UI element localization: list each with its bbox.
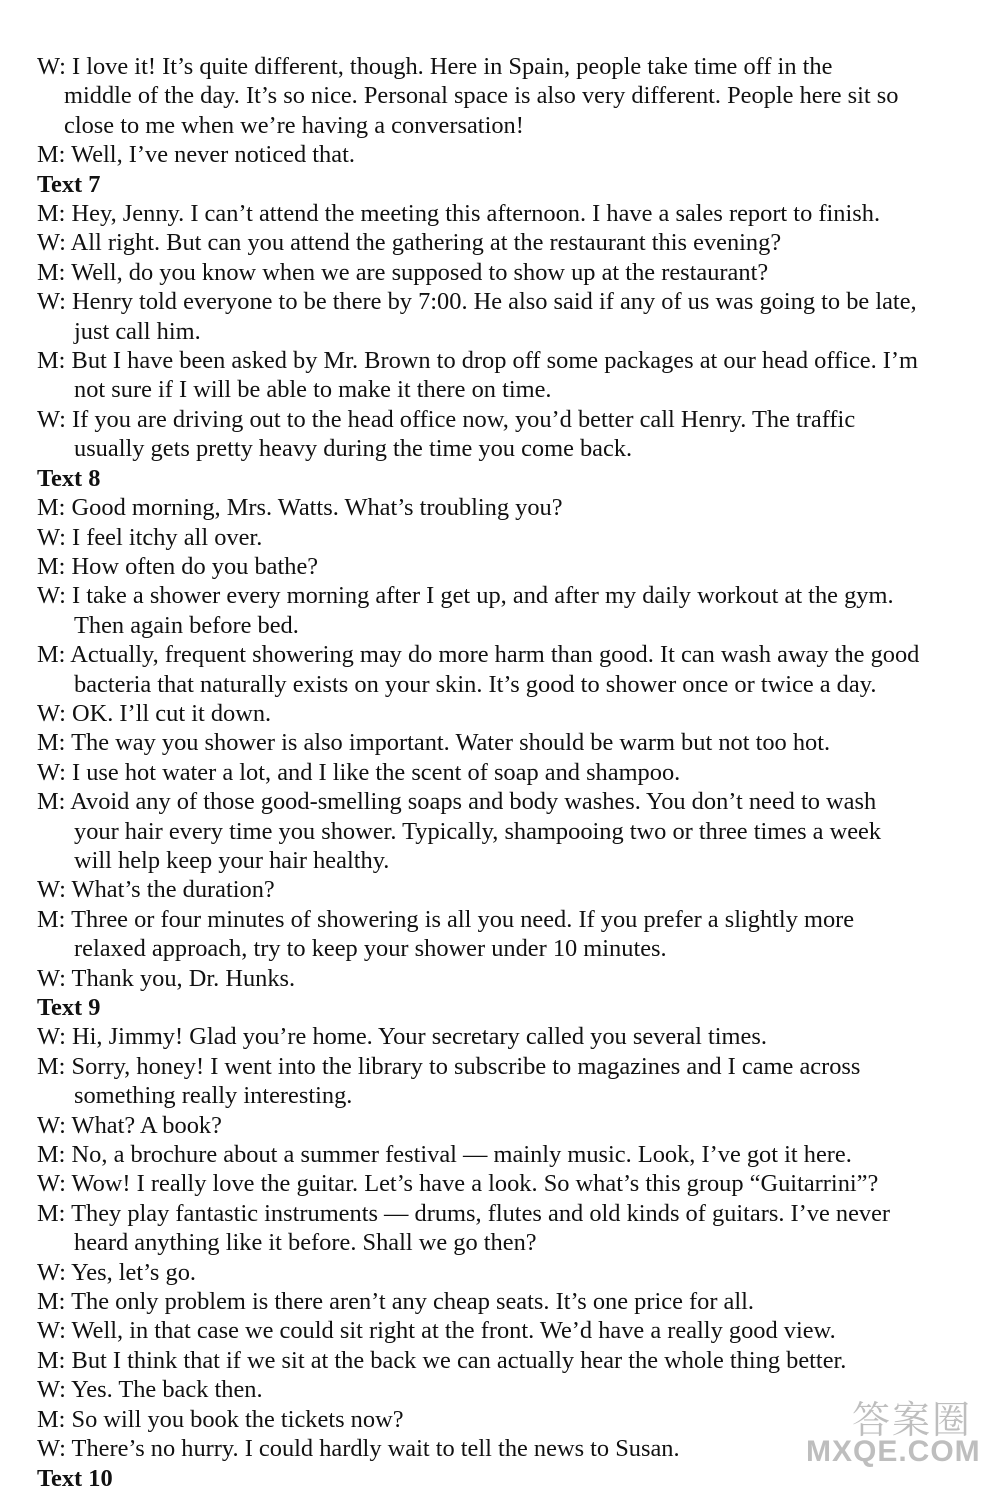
dialogue-line: W: I take a shower every morning after I get up, and after my daily workout at the gym.: [37, 582, 894, 610]
transcript: [0, 52, 1000, 1493]
dialogue-line: M: Hey, Jenny. I can’t attend the meeting this afternoon. I have a sales report to finish.: [37, 200, 881, 228]
dialogue-line: W: Henry told everyone to be there by 7:00. He also said if any of us was going to be late,: [37, 288, 917, 316]
dialogue-line: M: No, a brochure about a summer festival — mainly music. Look, I’ve got it here.: [37, 1141, 852, 1169]
dialogue-line: W: Thank you, Dr. Hunks.: [37, 964, 296, 992]
dialogue-line: W: OK. I’ll cut it down.: [37, 699, 272, 727]
section-heading: Text 7: [37, 170, 101, 198]
section-heading: Text 8: [37, 464, 101, 492]
dialogue-line: M: The only problem is there aren’t any cheap seats. It’s one price for all.: [37, 1288, 755, 1316]
dialogue-line: M: Actually, frequent showering may do more harm than good. It can wash away the good: [37, 641, 920, 669]
dialogue-line: M: Good morning, Mrs. Watts. What’s troubling you?: [37, 494, 563, 522]
dialogue-line: W: Yes. The back then.: [37, 1376, 263, 1404]
dialogue-line: W: What? A book?: [37, 1111, 222, 1139]
dialogue-line: M: Well, do you know when we are supposed to show up at the restaurant?: [37, 258, 769, 286]
dialogue-line-continuation: middle of the day. It’s so nice. Personal space is also very different. People here sit so: [64, 82, 899, 110]
dialogue-line-continuation: just call him.: [74, 317, 201, 345]
dialogue-line: W: I love it! It’s quite different, though. Here in Spain, people take time off in the: [37, 53, 833, 80]
dialogue-line: W: Yes, let’s go.: [37, 1258, 197, 1286]
dialogue-line-continuation: Then again before bed.: [74, 611, 299, 639]
dialogue-line: M: Well, I’ve never noticed that.: [37, 141, 355, 169]
dialogue-line-continuation: your hair every time you shower. Typically, shampooing two or three times a week: [74, 817, 882, 845]
dialogue-line: W: I feel itchy all over.: [37, 523, 263, 551]
dialogue-line: W: I use hot water a lot, and I like the scent of soap and shampoo.: [37, 758, 681, 786]
dialogue-line-continuation: not sure if I will be able to make it there on time.: [74, 376, 552, 404]
dialogue-line: W: Hi, Jimmy! Glad you’re home. Your secretary called you several times.: [37, 1023, 767, 1051]
dialogue-line: M: But I think that if we sit at the back we can actually hear the whole thing better.: [37, 1346, 847, 1374]
dialogue-line-continuation: close to me when we’re having a conversation!: [64, 111, 524, 139]
dialogue-line: W: What’s the duration?: [37, 876, 275, 904]
dialogue-line: M: The way you shower is also important. Water should be warm but not too hot.: [37, 729, 831, 757]
dialogue-line: M: So will you book the tickets now?: [37, 1405, 404, 1433]
dialogue-line-continuation: something really interesting.: [74, 1082, 353, 1110]
dialogue-line: W: If you are driving out to the head office now, you’d better call Henry. The traffic: [37, 405, 856, 433]
dialogue-line-continuation: will help keep your hair healthy.: [74, 846, 390, 874]
dialogue-line: W: All right. But can you attend the gathering at the restaurant this evening?: [37, 229, 782, 257]
dialogue-line: M: They play fantastic instruments — drums, flutes and old kinds of guitars. I’ve never: [37, 1199, 891, 1227]
dialogue-line-continuation: bacteria that naturally exists on your skin. It’s good to shower once or twice a day.: [74, 670, 877, 698]
dialogue-line: M: Three or four minutes of showering is all you need. If you prefer a slightly more: [37, 905, 855, 933]
dialogue-line-continuation: usually gets pretty heavy during the time you come back.: [74, 435, 633, 463]
dialogue-line: W: Wow! I really love the guitar. Let’s have a look. So what’s this group “Guitarrini”?: [37, 1170, 879, 1198]
dialogue-line-continuation: heard anything like it before. Shall we go then?: [74, 1229, 537, 1257]
dialogue-line: M: How often do you bathe?: [37, 552, 319, 580]
section-heading: Text 10: [37, 1464, 113, 1492]
section-heading: Text 9: [37, 994, 101, 1021]
dialogue-line: M: Sorry, honey! I went into the library to subscribe to magazines and I came across: [37, 1052, 861, 1080]
dialogue-line: M: But I have been asked by Mr. Brown to drop off some packages at our head office. I’m: [37, 347, 918, 375]
dialogue-line: W: There’s no hurry. I could hardly wait to tell the news to Susan.: [37, 1435, 680, 1463]
dialogue-line: M: Avoid any of those good-smelling soaps and body washes. You don’t need to wash: [37, 788, 877, 816]
watermark-glyphs: 答案圈: [852, 1400, 973, 1442]
dialogue-line: W: Well, in that case we could sit right at the front. We’d have a really good view.: [37, 1317, 836, 1345]
watermark-url: MXQE.COM: [806, 1435, 981, 1468]
dialogue-line-continuation: relaxed approach, try to keep your shower under 10 minutes.: [74, 935, 667, 963]
